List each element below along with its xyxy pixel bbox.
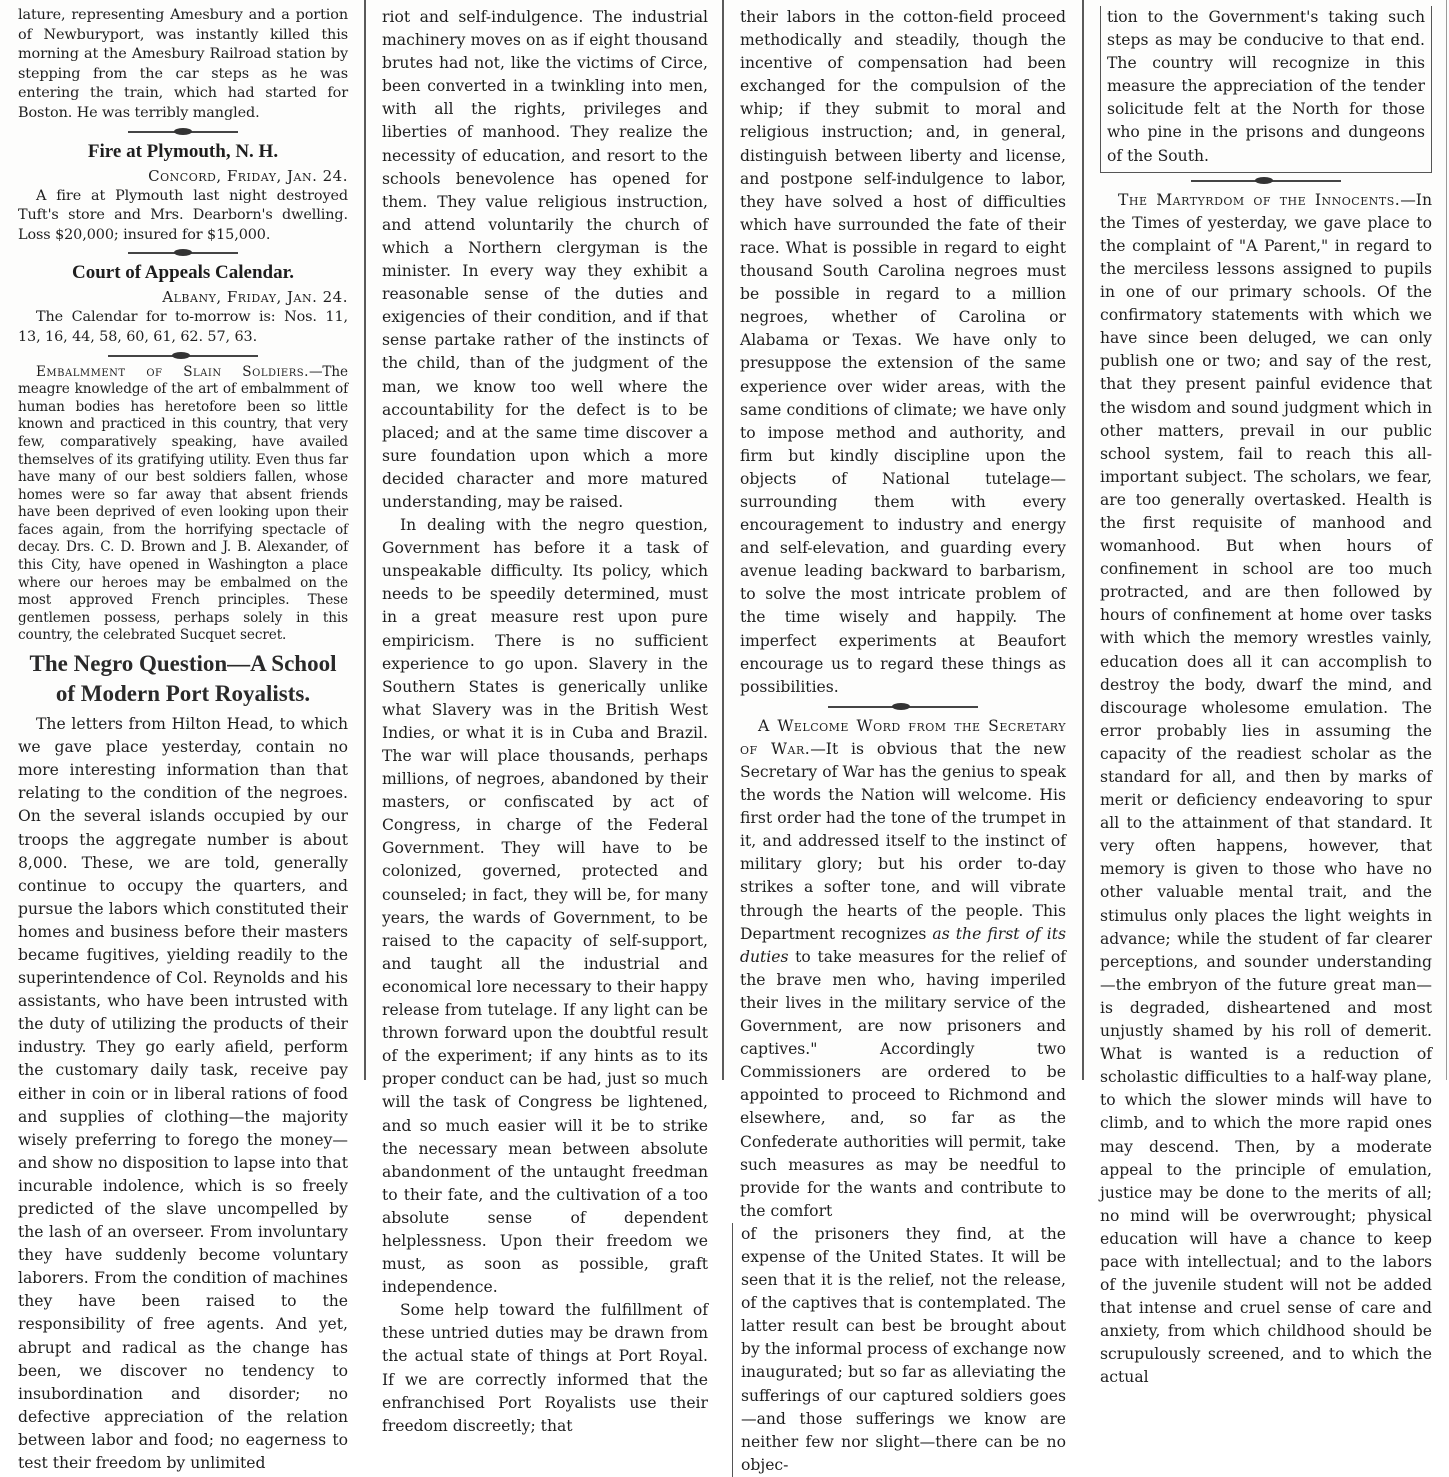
column-4 <box>1086 0 1446 1387</box>
article-negro-question-p1: The letters from Hilton Head, to which we gave place yesterday, contain no more interesting information than that relating to the condition of the negroes. On the several islands occupied by our troops the aggregate number is about 8,000. These, we are told, generally continue to occupy the quarters, and pursue the labors which constituted their homes and business before their masters became fugitives, yielding readily to the superintendence of Col. Reynolds and his assistants, who have been intrusted with the duty of utilizing the products of their industry. They go early afield, perform the customary daily task, receive pay either in coin or in liberal rations of food and supplies of clothing—the majority wisely preferring to forego the money—and show no disposition to lapse into that incurable indolence, which is so freely predicted of the slave uncompelled by the lash of an overseer. From involuntary they have suddenly become voluntary laborers. From the condition of machines they have been raised to the responsibility of free agents. And yet, abrupt and radical as the change has been, we discover no tendency to insubordination and disorder; no defective appreciation of the relation between labor and food; no eagerness to test their freedom by unlimited <box>18 715 348 1473</box>
article-embalmment-body: —The meagre knowledge of the art of embalmment of human bodies has heretofore been so little known and practiced in this country, that very few, comparatively speaking, have availed themselves of its gratifying utility. Even thus far have many of our best soldiers fallen, whose homes were so far away that absent friends have been deprived of even looking upon their faces again, from the horrifying spectacle of decay. Drs. C. D. Brown and J. B. Alexander, of this City, have opened in Washington a place where our heroes may be embalmed on the most approved French principles. These gentlemen possess, perhaps solely in this country, the celebrated Sucquet secret. <box>18 363 348 644</box>
article-intro-fragment: lature, representing Amesbury and a portion of Newburyport, was instantly killed this morning at the Amesbury Railroad station by stepping from the car steps as he was entering the train, which had started for Boston. He was terribly mangled. <box>18 7 348 121</box>
column-divider <box>364 0 366 1080</box>
column-divider <box>722 0 724 1080</box>
article-martyrdom-lead: The Martyrdom of the Innocents. <box>1118 190 1401 209</box>
article-fire-body: A fire at Plymouth last night destroyed Tuft's store and Mrs. Dearborn's dwelling. Loss $20,000; insured for $15,000. <box>18 187 348 243</box>
ornamental-divider <box>108 350 258 362</box>
article-negro-question-p4: Some help toward the fulfillment of these untried duties may be drawn from the actual state of things at Port Royal. If we are correctly informed that the enfranchised Port Royalists use their freedom discreetly; that <box>382 1301 708 1435</box>
column-2 <box>368 0 722 1435</box>
ornamental-divider <box>128 247 238 259</box>
article-negro-question-p3: In dealing with the negro question, Government has before it a task of unspeakable difficulty. Its policy, which needs to be speedily determined, must in a great measure rest upon pure empiricism. There is no sufficient experience to go upon. Slavery in the Southern States is generically unlike what Slavery was in the British West Indies, or what it is in Cuba and Brazil. The war will place thousands, perhaps millions, of negroes, abandoned by their masters, or confiscated by act of Congress, in charge of the Federal Government. They will have to be colonized, governed, protected and counseled; in fact, they will be, for many years, the wards of Government, to be raised to the capacity of self-support, and taught all the industrial and economical lore necessary to their happy release from tutelage. If any light can be thrown forward upon the doubtful result of the experiment; if any hints as to its proper conduct can be had, just so much will the task of Congress be lightened, and so much easier will it be to strike the necessary mean between absolute abandonment of the untaught freedman to their fate, and the cultivation of a too absolute sense of dependent helplessness. Upon their freedom we must, as soon as possible, graft independence. <box>382 516 708 1297</box>
column-3 <box>726 0 1080 1474</box>
article-embalmment-lead: Embalmment of Slain Soldiers. <box>36 363 309 380</box>
article-welcome-continued: of the prisoners they find, at the expense of the United States. It will be seen that it is the relief, not the release, of the captives that is contemplated. The latter result can best be brought about by the informal process of exchange now inaugurated; but so far as alleviating the sufferings of our captured soldiers goes—and those sufferings we know are neither few nor slight—there can be no objec- <box>732 1223 1066 1477</box>
dateline-concord: Concord, Friday, Jan. 24. <box>148 166 348 185</box>
article-martyrdom-body: —In the Times of yesterday, we gave place to the complaint of "A Parent," in regard to the merciless lessons assigned to pupils in one of our primary schools. Of the confirmatory statements with which we have since been deluged, we can only publish one or two; and say of the rest, that they present painful evidence that the wisdom and sound judgment which in other matters, prevail in our public school system, fail to reach this all-important subject. The scholars, we fear, are too generally overtasked. Health is the first requisite of manhood and womanhood. But when hours of confinement in school are too much protracted, and are then followed by hours of confinement at home over tasks with which the memory wrestles vainly, education does all it can accomplish to destroy the body, dwarf the mind, and discourage wholesome emulation. The error probably lies in assuming the capacity of the readiest scholar as the standard for all, and then by marks of merit or deficiency endeavoring to spur all to the attainment of that standard. It very often happens, however, that memory is given to those who have no other valuable mental trait, and the stimulus only places the light weights in advance; while the student of far clearer perceptions, and sounder understanding—the embryon of the future great man—is degraded, disheartened and most unjustly shamed by his roll of demerit. What is wanted is a reduction of scholastic difficulties to a half-way plane, to which the slower minds will have to climb, and to which the more rapid ones may descend. Then, by a moderate appeal to the principle of emulation, justice may be done to the merits of all; no mind will be overwrought; physical education will have a chance to keep pace with intellectual; and to the labors of the juvenile student will not be added that intense and cruel sense of care and anxiety, from which childhood should be scrupulously screened, and to which the actual <box>1100 190 1432 1387</box>
headline-fire-plymouth: Fire at Plymouth, N. H. <box>87 140 279 162</box>
column-divider <box>1082 0 1084 1080</box>
article-welcome-body-a: —It is obvious that the new Secretary of War has the genius to speak the words the Nation will welcome. His first order had the tone of the trumpet in it, and addressed itself to the instinct of military glory; but his order to-day strikes a softer tone, and will vibrate through the hearts of the people. This Department recognizes <box>740 739 1066 943</box>
article-martyrdom <box>1100 189 1432 1390</box>
article-welcome-word <box>740 715 1066 1223</box>
column-1 <box>4 0 362 1473</box>
article-welcome-lead: A Welcome Word from the Secretary of War. <box>740 716 1066 758</box>
headline-negro-question: The Negro Question—A School of Modern Port Royalists. <box>29 651 337 707</box>
article-welcome-conclusion: tion to the Government's taking such steps as may be conducive to that end. The country will recognize in this measure the appreciation of the tender solicitude felt at the North for those who pine in the prisons and dungeons of the South. <box>1100 6 1432 173</box>
article-welcome-italic: as the first of its duties <box>740 924 1066 966</box>
ornamental-divider <box>128 126 238 138</box>
ornamental-divider <box>828 701 978 713</box>
article-welcome-body-b: to take measures for the relief of the brave men who, having imperiled their lives in the military service of the Government, are now prisoners and captives." Accordingly two Commissioners are ordered to be appointed to proceed to Richmond and elsewhere, and, so far as the Confederate authorities will permit, take such measures as may be needful to provide for the wants and contribute to the comfort <box>740 947 1066 1220</box>
dateline-albany: Albany, Friday, Jan. 24. <box>162 288 348 307</box>
article-negro-question-p5: their labors in the cotton-field proceed methodically and steadily, though the incentive of compensation had been exchanged for the compulsion of the whip; if they submit to moral and religious instruction; and, in general, distinguish between liberty and license, and postpone self-indulgence to labor, they have solved a host of difficulties which have surrounded the fate of their race. What is possible in regard to eight thousand South Carolina negroes must be possible in regard to a million negroes, whether of Carolina or Alabama or Texas. We have only to presuppose the extension of the same experience over wider areas, with the same conditions of climate; we have only to impose method and authority, and firm but kindly discipline upon the objects of National tutelage—surrounding them with every encouragement to industry and energy and self-elevation, and guarding every avenue leading backward to barbarism, to solve the most intricate problem of the time wisely and happily. The imperfect experiments at Beaufort encourage us to regard these things as possibilities. <box>740 8 1066 696</box>
article-embalmment <box>18 364 348 646</box>
headline-court-appeals: Court of Appeals Calendar. <box>71 262 295 284</box>
page-edge-rule <box>1446 0 1447 1080</box>
article-court-body: The Calendar for to-morrow is: Nos. 11, 13, 16, 44, 58, 60, 61, 62. 57, 63. <box>18 309 348 345</box>
article-negro-question-p2: riot and self-indulgence. The industrial machinery moves on as if eight thousand brutes had not, like the victims of Circe, been converted in a twinkling into men, with all the rights, privileges and liberties of manhood. They realize the necessity of education, and resort to the schools benevolence has opened for them. They value religious instruction, and attend voluntarily the church of which a Northern clergyman is the minister. In every way they exhibit a reasonable sense of the duties and exigencies of their condition, and if that sense partake rather of the instincts of the child, than of the judgment of the man, we know too well where the accountability for the defect is to be placed; and at the same time discover a sure foundation upon which a more decided character and more matured understanding, may be raised. <box>382 8 708 511</box>
ornamental-divider <box>1191 175 1341 187</box>
